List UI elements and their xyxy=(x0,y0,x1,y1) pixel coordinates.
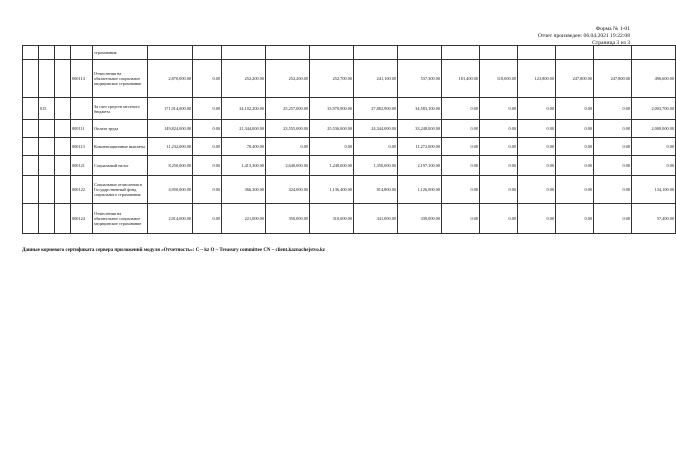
cell-value: 341,000.00 xyxy=(354,204,398,234)
cell-value xyxy=(310,46,354,60)
cell-specifics-code: 000111 xyxy=(71,120,93,138)
cell-value: 1,413,300.00 xyxy=(222,156,266,176)
cell-group xyxy=(23,98,39,120)
cell-program xyxy=(39,176,55,204)
cell-value xyxy=(442,46,480,60)
cell-value: 2,870,000.00 xyxy=(148,60,193,98)
cell-specifics-code: 000122 xyxy=(71,176,93,204)
cell-value: 11,232,000.00 xyxy=(148,138,193,156)
cell-value: 2,000,000.00 xyxy=(632,120,676,138)
table-row xyxy=(23,204,676,234)
cell-value: 70,400.00 xyxy=(222,138,266,156)
cell-value: 310,000.00 xyxy=(310,204,354,234)
cell-value xyxy=(632,46,676,60)
cell-value xyxy=(480,46,518,60)
cell-specifics-code xyxy=(71,98,93,120)
cell-value: 814,800.00 xyxy=(354,176,398,204)
cell-value: 2,003,700.00 xyxy=(632,98,676,120)
cell-value: 221,000.00 xyxy=(222,204,266,234)
cell-value xyxy=(222,46,266,60)
cell-value: 1,350,000.00 xyxy=(354,156,398,176)
cell-group xyxy=(23,156,39,176)
cell-program xyxy=(39,120,55,138)
cell-subprogram xyxy=(55,98,71,120)
cell-value: 0.00 xyxy=(594,156,632,176)
cell-value: 0.00 xyxy=(518,98,556,120)
cell-value: 134,100.00 xyxy=(632,176,676,204)
cell-value xyxy=(556,46,594,60)
cell-value: 11,272,000.00 xyxy=(398,138,442,156)
cell-name: Отчисления на обязательное социальное медицинское страхование xyxy=(93,60,148,98)
cell-value: 123,800.00 xyxy=(518,60,556,98)
cell-value: 0.00 xyxy=(310,138,354,156)
cell-value: 24,344,000.00 xyxy=(354,120,398,138)
cell-value: 0.00 xyxy=(556,98,594,120)
cell-value xyxy=(398,46,442,60)
cell-value: 0.00 xyxy=(556,138,594,156)
cell-value: 0.00 xyxy=(556,120,594,138)
cell-value: 25,536,000.00 xyxy=(310,120,354,138)
cell-value: 0.00 xyxy=(556,156,594,176)
cell-value: 1,248,000.00 xyxy=(310,156,354,176)
cell-value: 252,700.00 xyxy=(310,60,354,98)
cell-value: 247,800.00 xyxy=(556,60,594,98)
cell-value xyxy=(266,46,310,60)
cell-value xyxy=(518,46,556,60)
cell-name: За счет средств местного бюджета xyxy=(93,98,148,120)
cell-value: 0.00 xyxy=(556,176,594,204)
cell-specifics-code: 000114 xyxy=(71,60,93,98)
cell-value: 0.00 xyxy=(442,176,480,204)
cell-name: Социальный налог xyxy=(93,156,148,176)
cell-group xyxy=(23,138,39,156)
cell-subprogram xyxy=(55,204,71,234)
cell-value: 0.00 xyxy=(193,120,222,138)
cell-value: 0.00 xyxy=(480,138,518,156)
cell-value: 0.00 xyxy=(442,156,480,176)
cell-value: 339,000.00 xyxy=(398,204,442,234)
table-row xyxy=(23,120,676,138)
cell-value: 0.00 xyxy=(632,138,676,156)
cell-value: 33,248,000.00 xyxy=(398,120,442,138)
cell-value: 0.00 xyxy=(193,156,222,176)
cell-value: 21,344,000.00 xyxy=(222,120,266,138)
cell-subprogram xyxy=(55,156,71,176)
cell-value: 350,000.00 xyxy=(266,204,310,234)
cell-group xyxy=(23,120,39,138)
cell-value: 537,300.00 xyxy=(398,60,442,98)
cell-value: 2,197,100.00 xyxy=(398,156,442,176)
table-row xyxy=(23,176,676,204)
cell-value: 366,300.00 xyxy=(222,176,266,204)
cell-value: 4,950,000.00 xyxy=(148,176,193,204)
cell-value: 0.00 xyxy=(480,120,518,138)
cell-name: Социальные отчисления в Государственный фонд социального страхования xyxy=(93,176,148,204)
table-row xyxy=(23,156,676,176)
cell-program xyxy=(39,138,55,156)
table-row xyxy=(23,138,676,156)
cell-value: 0.00 xyxy=(442,204,480,234)
form-number: Форма № 1-01 xyxy=(595,26,630,32)
cell-value: 27,882,900.00 xyxy=(354,98,398,120)
cell-value xyxy=(354,46,398,60)
cell-value: 2,640,000.00 xyxy=(266,156,310,176)
cell-value: 0.00 xyxy=(354,138,398,156)
cell-program xyxy=(39,46,55,60)
cell-value: 0.00 xyxy=(193,138,222,156)
cell-group xyxy=(23,176,39,204)
cell-program xyxy=(39,156,55,176)
cell-subprogram xyxy=(55,60,71,98)
table-row xyxy=(23,60,676,98)
cell-value: 0.00 xyxy=(442,138,480,156)
certificate-note: Данные корневого сертификата сервера приложений модуля «Отчетность»: С – kz О – Treasury committee CN – client.kaznachejstvo.kz xyxy=(22,248,325,253)
cell-group xyxy=(23,46,39,60)
report-timestamp: Отчет произведен: 06.04.2021 19:22:08 xyxy=(537,33,630,40)
cell-value: 496,600.00 xyxy=(632,60,676,98)
cell-value: 34,583,100.00 xyxy=(398,98,442,120)
cell-value: 149,824,000.00 xyxy=(148,120,193,138)
cell-value: 0.00 xyxy=(193,204,222,234)
cell-value: 33,970,900.00 xyxy=(310,98,354,120)
cell-program: 015 xyxy=(39,98,55,120)
cell-value: 171,014,000.00 xyxy=(148,98,193,120)
cell-subprogram xyxy=(55,46,71,60)
cell-value: 57,400.00 xyxy=(632,204,676,234)
cell-name: Компенсационные выплаты xyxy=(93,138,148,156)
cell-value: 181,400.00 xyxy=(442,60,480,98)
cell-name: Оплата труда xyxy=(93,120,148,138)
cell-name: страхования xyxy=(93,46,148,60)
cell-value: 247,800.00 xyxy=(594,60,632,98)
cell-name: Отчисления на обязательное социальное медицинское страхование xyxy=(93,204,148,234)
cell-subprogram xyxy=(55,176,71,204)
cell-value: 24,102,200.00 xyxy=(222,98,266,120)
table-row xyxy=(23,46,676,60)
cell-value: 23,555,000.00 xyxy=(266,120,310,138)
cell-value: 0.00 xyxy=(632,156,676,176)
cell-value: 0.00 xyxy=(518,138,556,156)
cell-value: 0.00 xyxy=(518,204,556,234)
cell-value: 0.00 xyxy=(480,156,518,176)
cell-value: 252,200.00 xyxy=(222,60,266,98)
cell-value: 324,000.00 xyxy=(266,176,310,204)
cell-value: 0.00 xyxy=(556,204,594,234)
cell-program xyxy=(39,60,55,98)
cell-value xyxy=(193,46,222,60)
cell-value: 0.00 xyxy=(594,138,632,156)
cell-value: 252,200.00 xyxy=(266,60,310,98)
cell-value: 0.00 xyxy=(518,156,556,176)
cell-value: 0.00 xyxy=(594,204,632,234)
cell-value: 8,250,000.00 xyxy=(148,156,193,176)
cell-value: 241,100.00 xyxy=(354,60,398,98)
cell-value: 0.00 xyxy=(480,204,518,234)
cell-value: 0.00 xyxy=(480,176,518,204)
page-number: Страница 3 из 3 xyxy=(592,40,630,47)
cell-subprogram xyxy=(55,138,71,156)
cell-value: 0.00 xyxy=(518,176,556,204)
cell-value: 118,000.00 xyxy=(480,60,518,98)
cell-specifics-code: 000121 xyxy=(71,156,93,176)
cell-value: 0.00 xyxy=(480,98,518,120)
cell-value: 0.00 xyxy=(594,98,632,120)
cell-value: 0.00 xyxy=(442,120,480,138)
cell-group xyxy=(23,60,39,98)
cell-value: 1,136,400.00 xyxy=(310,176,354,204)
cell-group xyxy=(23,204,39,234)
table-row xyxy=(23,98,676,120)
budget-table xyxy=(22,45,676,234)
cell-value: 25,257,000.00 xyxy=(266,98,310,120)
cell-value: 0.00 xyxy=(193,60,222,98)
cell-value: 1,126,000.00 xyxy=(398,176,442,204)
cell-value: 0.00 xyxy=(594,176,632,204)
cell-subprogram xyxy=(55,120,71,138)
cell-specifics-code xyxy=(71,46,93,60)
cell-value xyxy=(594,46,632,60)
cell-program xyxy=(39,204,55,234)
cell-value: 0.00 xyxy=(594,120,632,138)
cell-value: 0.00 xyxy=(518,120,556,138)
cell-value xyxy=(148,46,193,60)
cell-value: 0.00 xyxy=(193,176,222,204)
cell-value: 2,014,000.00 xyxy=(148,204,193,234)
cell-value: 0.00 xyxy=(193,98,222,120)
cell-specifics-code: 000113 xyxy=(71,138,93,156)
cell-value: 0.00 xyxy=(442,98,480,120)
cell-value: 0.00 xyxy=(266,138,310,156)
cell-specifics-code: 000124 xyxy=(71,204,93,234)
